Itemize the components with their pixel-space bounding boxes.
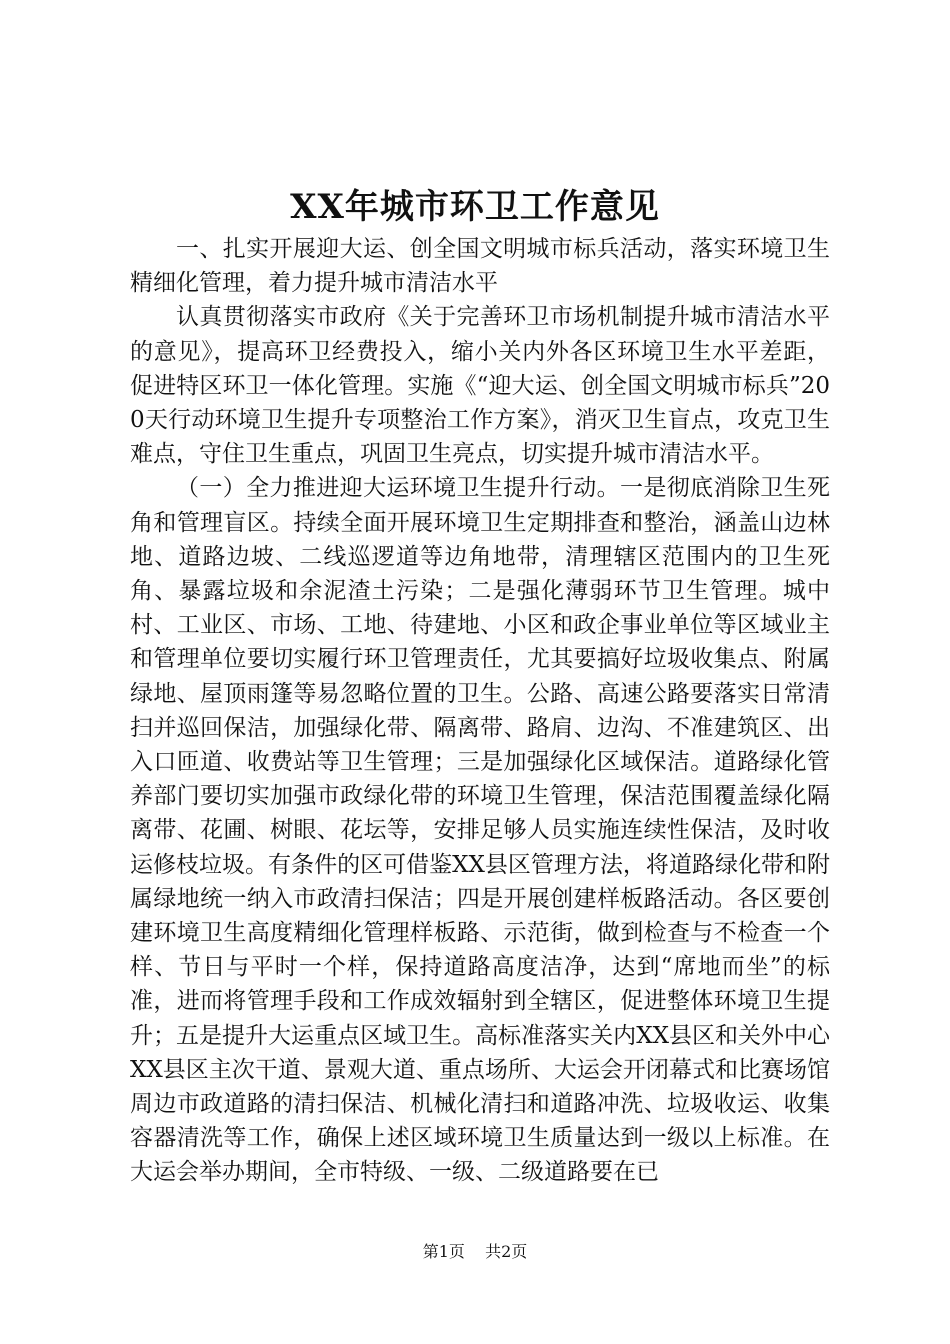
body-paragraph: （一）全力推进迎大运环境卫生提升行动。一是彻底消除卫生死角和管理盲区。持续全面开展环境卫生定期排查和整治，涵盖山边林地、道路边坡、二线巡逻道等边角地带，清理辖区范围内的卫生死角、暴露垃圾和余泥渣土污染；二是强化薄弱环节卫生管理。城中村、工业区、市场、工地、待建地、小区和政企事业单位等区域业主和管理单位要切实履行环卫管理责任，尤其要搞好垃圾收集点、附属绿地、屋顶雨篷等易忽略位置的卫生。公路、高速公路要落实日常清扫并巡回保洁，加强绿化带、隔离带、路肩、边沟、不准建筑区、出入口匝道、收费站等卫生管理；三是加强绿化区域保洁。道路绿化管养部门要切实加强市政绿化带的环境卫生管理，保洁范围覆盖绿化隔离带、花圃、树眼、花坛等，安排足够人员实施连续性保洁，及时收运修枝垃圾。有条件的区可借鉴XX县区管理方法，将道路绿化带和附属绿地统一纳入市政清扫保洁；四是开展创建样板路活动。各区要创建环境卫生高度精细化管理样板路、示范街，做到检查与不检查一个样、节日与平时一个样，保持道路高度洁净，达到“席地而坐”的标准，进而将管理手段和工作成效辐射到全辖区，促进整体环境卫生提升；五是提升大运重点区域卫生。高标准落实关内XX县区和关外中心XX县区主次干道、景观大道、重点场所、大运会开闭幕式和比赛场馆周边市政道路的清扫保洁、机械化清扫和道路冲洗、垃圾收运、收集容器清洗等工作，确保上述区域环境卫生质量达到一级以上标准。在大运会举办期间，全市特级、一级、二级道路要在已 — [130, 475, 830, 1186]
page-total: 共2页 — [485, 1242, 528, 1261]
document-title: XX年城市环卫工作意见 — [290, 187, 660, 227]
page-number: 第1页 — [422, 1242, 465, 1261]
body-paragraph: 认真贯彻落实市政府《关于完善环卫市场机制提升城市清洁水平的意见》，提高环卫经费投入，缩小关内外各区环境卫生水平差距，促进特区环卫一体化管理。实施《“迎大运、创全国文明城市标兵”200天行动环境卫生提升专项整治工作方案》，消灭卫生盲点，攻克卫生难点，守住卫生重点，巩固卫生亮点，切实提升城市清洁水平。 — [130, 304, 830, 468]
document-body — [130, 232, 830, 1190]
page-footer — [0, 1240, 950, 1264]
section-heading: 一、扎实开展迎大运、创全国文明城市标兵活动，落实环境卫生精细化管理，着力提升城市清洁水平 — [130, 236, 830, 297]
